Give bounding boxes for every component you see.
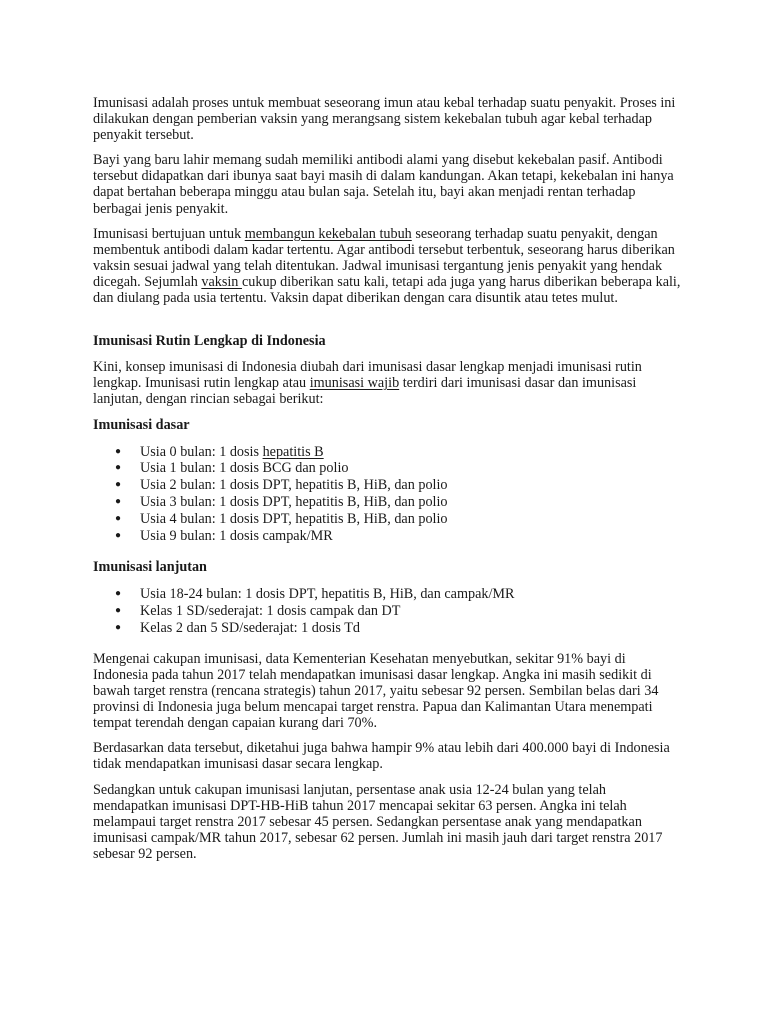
bullet-icon: ● bbox=[115, 495, 122, 507]
list-item-text: Usia 9 bulan: 1 dosis campak/MR bbox=[140, 527, 333, 544]
document-page bbox=[93, 95, 683, 871]
list-item bbox=[93, 603, 683, 620]
rutin-paragraph-text-b: terdiri dari imunisasi dasar dan imunisasi lanjutan, dengan rincian sebagai berikut: bbox=[93, 375, 637, 408]
intro-paragraph-3-text-b: seseorang terhadap suatu penyakit, dengan membentuk antibodi dalam kadar tertentu. Agar antibodi tersebut terbentuk, seseorang harus diberikan vaksin sesuai jadwal yang telah ditentukan. Jadwal imunisasi tergantung jenis penyakit yang hendak dicegah. Sejumlah bbox=[93, 225, 675, 290]
intro-paragraph-2: Bayi yang baru lahir memang sudah memiliki antibodi alami yang disebut kekebalan pasif. Antibodi tersebut didapatkan dari ibunya saat bayi masih di dalam kandungan. Akan tetapi, kekebalan ini hanya dapat bertahan beberapa minggu atau bulan saja. Setelah itu, bayi akan menjadi rentan terhadap berbagai jenis penyakit. bbox=[93, 152, 674, 217]
intro-paragraph-3-text-a: Imunisasi bertujuan untuk bbox=[93, 225, 245, 242]
stats-paragraph-1: Mengenai cakupan imunisasi, data Kementerian Kesehatan menyebutkan, sekitar 91% bayi di Indonesia pada tahun 2017 telah mendapatkan imunisasi dasar lengkap. Angka ini masih sedikit di bawah target renstra (rencana strategis) tahun 2017, yaitu sebesar 92 persen. Sembilan belas dari 34 provinsi di Indonesia juga belum mencapai target renstra. Papua dan Kalimantan Utara menempati tempat terendah dengan capaian kurang dari 70%. bbox=[93, 650, 659, 732]
intro-paragraph-1: Imunisasi adalah proses untuk membuat seseorang imun atau kebal terhadap suatu penyakit. Proses ini dilakukan dengan pemberian vaksin yang merangsang sistem kekebalan tubuh agar kebal terhadap penyakit tersebut. bbox=[93, 95, 676, 144]
intro-paragraph-3-text-c: cukup diberikan satu kali, tetapi ada juga yang harus diberikan beberapa kali, dan diulang pada usia tertentu. Vaksin dapat diberikan dengan cara disuntik atau tetes mulut. bbox=[93, 273, 681, 307]
heading-imunisasi-rutin: Imunisasi Rutin Lengkap di Indonesia bbox=[93, 333, 326, 350]
stats-paragraph-3: Sedangkan untuk cakupan imunisasi lanjutan, persentase anak usia 12-24 bulan yang telah mendapatkan imunisasi DPT-HB-HiB tahun 2017 mencapai sekitar 63 persen. Angka ini telah melampaui target renstra 2017 sebesar 45 persen. Sedangkan persentase anak yang mendapatkan imunisasi campak/MR tahun 2017, sebesar 62 persen. Jumlah ini masih jauh dari target renstra 2017 sebesar 92 persen. bbox=[93, 781, 663, 862]
list-item bbox=[93, 586, 683, 603]
list-item-text: Usia 2 bulan: 1 dosis DPT, hepatitis B, HiB, dan polio bbox=[140, 477, 448, 494]
list-item bbox=[93, 528, 683, 545]
list-item bbox=[93, 460, 683, 477]
list-item-text: Usia 18-24 bulan: 1 dosis DPT, hepatitis B, HiB, dan campak/MR bbox=[140, 586, 515, 603]
heading-imunisasi-lanjutan: Imunisasi lanjutan bbox=[93, 559, 207, 576]
list-item bbox=[93, 444, 683, 461]
list-item-text: Usia 4 bulan: 1 dosis DPT, hepatitis B, HiB, dan polio bbox=[140, 510, 448, 527]
list-item-text: Kelas 1 SD/sederajat: 1 dosis campak dan DT bbox=[140, 603, 401, 620]
list-item-text: Usia 3 bulan: 1 dosis DPT, hepatitis B, HiB, dan polio bbox=[140, 493, 448, 510]
stats-paragraph-2: Berdasarkan data tersebut, diketahui juga bahwa hampir 9% atau lebih dari 400.000 bayi di Indonesia tidak mendapatkan imunisasi dasar secara lengkap. bbox=[93, 740, 670, 773]
list-item bbox=[93, 477, 683, 494]
bullet-icon: ● bbox=[115, 479, 122, 491]
intro-paragraph-3 bbox=[93, 226, 683, 306]
bullet-icon: ● bbox=[115, 445, 122, 457]
list-item bbox=[93, 620, 683, 637]
list-item bbox=[93, 494, 683, 511]
list-item bbox=[93, 511, 683, 528]
link-membangun-kekebalan-tubuh[interactable]: membangun kekebalan tubuh bbox=[244, 225, 412, 242]
heading-imunisasi-dasar: Imunisasi dasar bbox=[93, 416, 190, 433]
link-hepatitis-b[interactable]: hepatitis B bbox=[262, 443, 324, 460]
list-item-text: Usia 1 bulan: 1 dosis BCG dan polio bbox=[140, 460, 349, 477]
bullet-icon: ● bbox=[115, 512, 122, 524]
link-vaksin[interactable]: vaksin bbox=[201, 273, 242, 290]
list-item-text: Kelas 2 dan 5 SD/sederajat: 1 dosis Td bbox=[140, 620, 361, 637]
list-item-text: Usia 0 bulan: 1 dosis bbox=[140, 443, 263, 460]
link-imunisasi-wajib[interactable]: imunisasi wajib bbox=[309, 375, 400, 392]
bullet-icon: ● bbox=[115, 529, 122, 541]
bullet-icon: ● bbox=[115, 622, 122, 634]
list-imunisasi-lanjutan bbox=[93, 586, 683, 636]
rutin-paragraph bbox=[93, 359, 683, 407]
list-imunisasi-dasar bbox=[93, 444, 683, 545]
bullet-icon: ● bbox=[115, 588, 122, 600]
bullet-icon: ● bbox=[115, 605, 122, 617]
rutin-paragraph-text-a: Kini, konsep imunisasi di Indonesia diubah dari imunisasi dasar lengkap menjadi imunisasi rutin lengkap. Imunisasi rutin lengkap atau bbox=[93, 359, 642, 392]
bullet-icon: ● bbox=[115, 462, 122, 474]
